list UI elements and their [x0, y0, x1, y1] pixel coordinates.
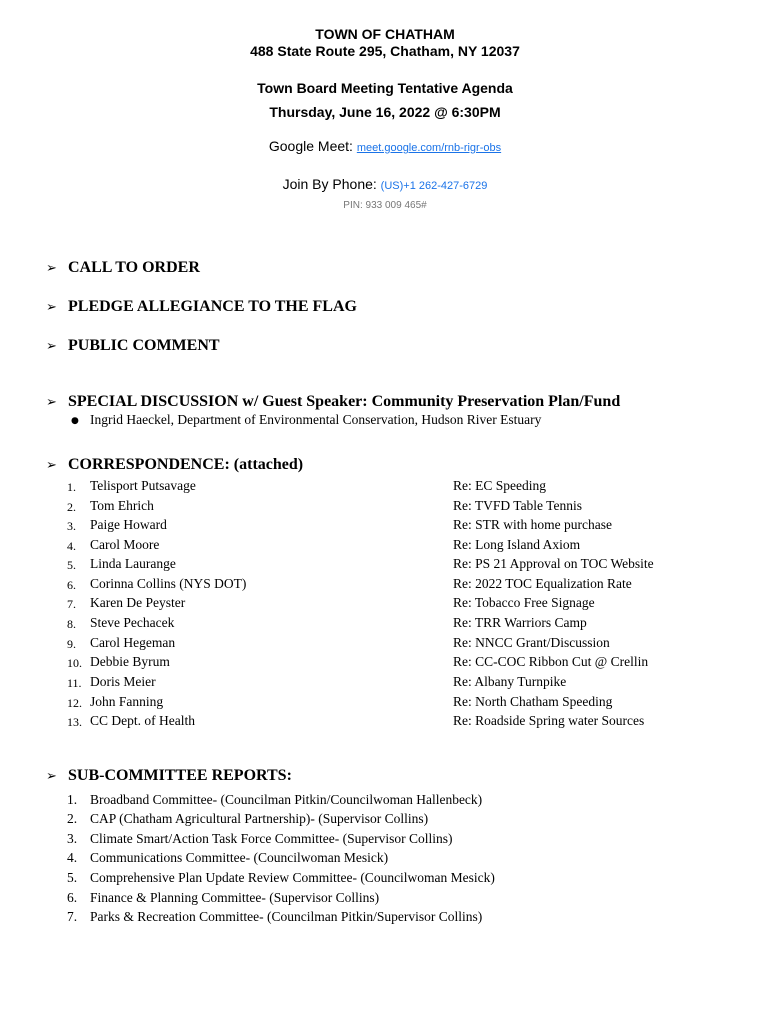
google-meet-label: Google Meet:: [268, 138, 353, 154]
section-correspondence: [46, 456, 303, 474]
meeting-title: Town Board Meeting Tentative Agenda: [257, 80, 513, 96]
google-meet-link[interactable]: meet.google.com/rnb-rigr-obs: [356, 142, 502, 154]
correspondence-name: Karen De Peyster: [90, 595, 186, 610]
correspondence-number: 2.: [67, 500, 76, 514]
subcommittee-item: CAP (Chatham Agricultural Partnership)- (Supervisor Collins): [90, 811, 429, 826]
correspondence-name: John Fanning: [90, 694, 164, 709]
town-name: TOWN OF CHATHAM: [315, 26, 455, 42]
correspondence-subject: Re: Tobacco Free Signage: [453, 595, 595, 610]
correspondence-name: Steve Pechacek: [90, 615, 175, 630]
subcommittee-number: 6.: [67, 890, 78, 905]
correspondence-name: Corinna Collins (NYS DOT): [90, 576, 247, 591]
correspondence-name: Carol Moore: [90, 537, 160, 552]
arrow-bullet-icon: ➢: [46, 339, 57, 354]
correspondence-subject: Re: 2022 TOC Equalization Rate: [453, 576, 632, 591]
phone-label: Join By Phone:: [282, 176, 377, 192]
section-heading: CORRESPONDENCE: (attached): [68, 456, 304, 473]
section-call-to-order: [46, 259, 200, 277]
section-heading: SPECIAL DISCUSSION w/ Guest Speaker: Community Preservation Plan/Fund: [68, 393, 621, 410]
subcommittee-item: Communications Committee- (Councilwoman Mesick): [90, 850, 389, 865]
correspondence-subject: Re: Long Island Axiom: [453, 537, 581, 552]
subcommittee-item: Comprehensive Plan Update Review Committee- (Councilwoman Mesick): [90, 870, 495, 885]
section-heading: PUBLIC COMMENT: [68, 337, 220, 354]
correspondence-name: Tom Ehrich: [90, 498, 154, 513]
correspondence-number: 11.: [67, 676, 82, 690]
correspondence-subject: Re: Albany Turnpike: [453, 674, 567, 689]
arrow-bullet-icon: ➢: [46, 300, 57, 315]
section-heading: PLEDGE ALLEGIANCE TO THE FLAG: [68, 298, 357, 315]
correspondence-number: 5.: [67, 558, 76, 572]
arrow-bullet-icon: ➢: [46, 261, 57, 276]
subcommittee-item: Finance & Planning Committee- (Supervisor Collins): [90, 890, 380, 905]
correspondence-number: 9.: [67, 637, 76, 651]
correspondence-subject: Re: NNCC Grant/Discussion: [453, 635, 610, 650]
correspondence-subject: Re: TRR Warriors Camp: [453, 615, 587, 630]
subcommittee-item: Climate Smart/Action Task Force Committee- (Supervisor Collins): [90, 831, 453, 846]
bullet-icon: ●: [71, 416, 79, 426]
arrow-bullet-icon: ➢: [46, 458, 57, 473]
correspondence-subject: Re: North Chatham Speeding: [453, 694, 613, 709]
subcommittee-number: 4.: [67, 850, 78, 865]
subcommittee-number: 1.: [67, 792, 78, 807]
arrow-bullet-icon: ➢: [46, 395, 57, 410]
correspondence-name: Carol Hegeman: [90, 635, 176, 650]
correspondence-number: 1.: [67, 480, 76, 494]
correspondence-subject: Re: PS 21 Approval on TOC Website: [453, 556, 654, 571]
section-special-discussion: [46, 393, 620, 411]
correspondence-number: 13.: [67, 715, 82, 729]
subcommittee-item: Parks & Recreation Committee- (Councilman Pitkin/Supervisor Collins): [90, 909, 483, 924]
correspondence-subject: Re: STR with home purchase: [453, 517, 612, 532]
correspondence-number: 3.: [67, 519, 76, 533]
special-discussion-item: Ingrid Haeckel, Department of Environmental Conservation, Hudson River Estuary: [90, 412, 542, 427]
correspondence-name: Debbie Byrum: [90, 654, 170, 669]
correspondence-number: 12.: [67, 696, 82, 710]
correspondence-name: Telisport Putsavage: [90, 478, 196, 493]
correspondence-number: 6.: [67, 578, 76, 592]
section-heading: SUB-COMMITTEE REPORTS:: [68, 767, 292, 784]
google-meet-line: [0, 138, 770, 154]
subcommittee-number: 7.: [67, 909, 78, 924]
correspondence-number: 4.: [67, 539, 76, 553]
correspondence-subject: Re: CC-COC Ribbon Cut @ Crellin: [453, 654, 649, 669]
meeting-date: Thursday, June 16, 2022 @ 6:30PM: [269, 104, 501, 120]
subcommittee-number: 5.: [67, 870, 78, 885]
section-pledge: [46, 298, 357, 316]
town-address: 488 State Route 295, Chatham, NY 12037: [250, 43, 520, 59]
correspondence-number: 10.: [67, 656, 82, 670]
correspondence-subject: Re: EC Speeding: [453, 478, 546, 493]
correspondence-subject: Re: TVFD Table Tennis: [453, 498, 582, 513]
correspondence-name: Doris Meier: [90, 674, 156, 689]
correspondence-subject: Re: Roadside Spring water Sources: [453, 713, 645, 728]
correspondence-number: 8.: [67, 617, 76, 631]
subcommittee-number: 3.: [67, 831, 78, 846]
section-heading: CALL TO ORDER: [68, 259, 200, 276]
section-subcommittee-reports: [46, 767, 292, 785]
section-public-comment: [46, 337, 220, 355]
phone-line: [0, 176, 770, 192]
phone-number-link[interactable]: (US)+1 262-427-6729: [380, 180, 488, 192]
correspondence-number: 7.: [67, 597, 76, 611]
correspondence-name: CC Dept. of Health: [90, 713, 195, 728]
subcommittee-number: 2.: [67, 811, 78, 826]
meeting-pin: PIN: 933 009 465#: [343, 200, 427, 211]
correspondence-name: Linda Laurange: [90, 556, 176, 571]
arrow-bullet-icon: ➢: [46, 769, 57, 784]
correspondence-name: Paige Howard: [90, 517, 167, 532]
subcommittee-item: Broadband Committee- (Councilman Pitkin/Councilwoman Hallenbeck): [90, 792, 483, 807]
